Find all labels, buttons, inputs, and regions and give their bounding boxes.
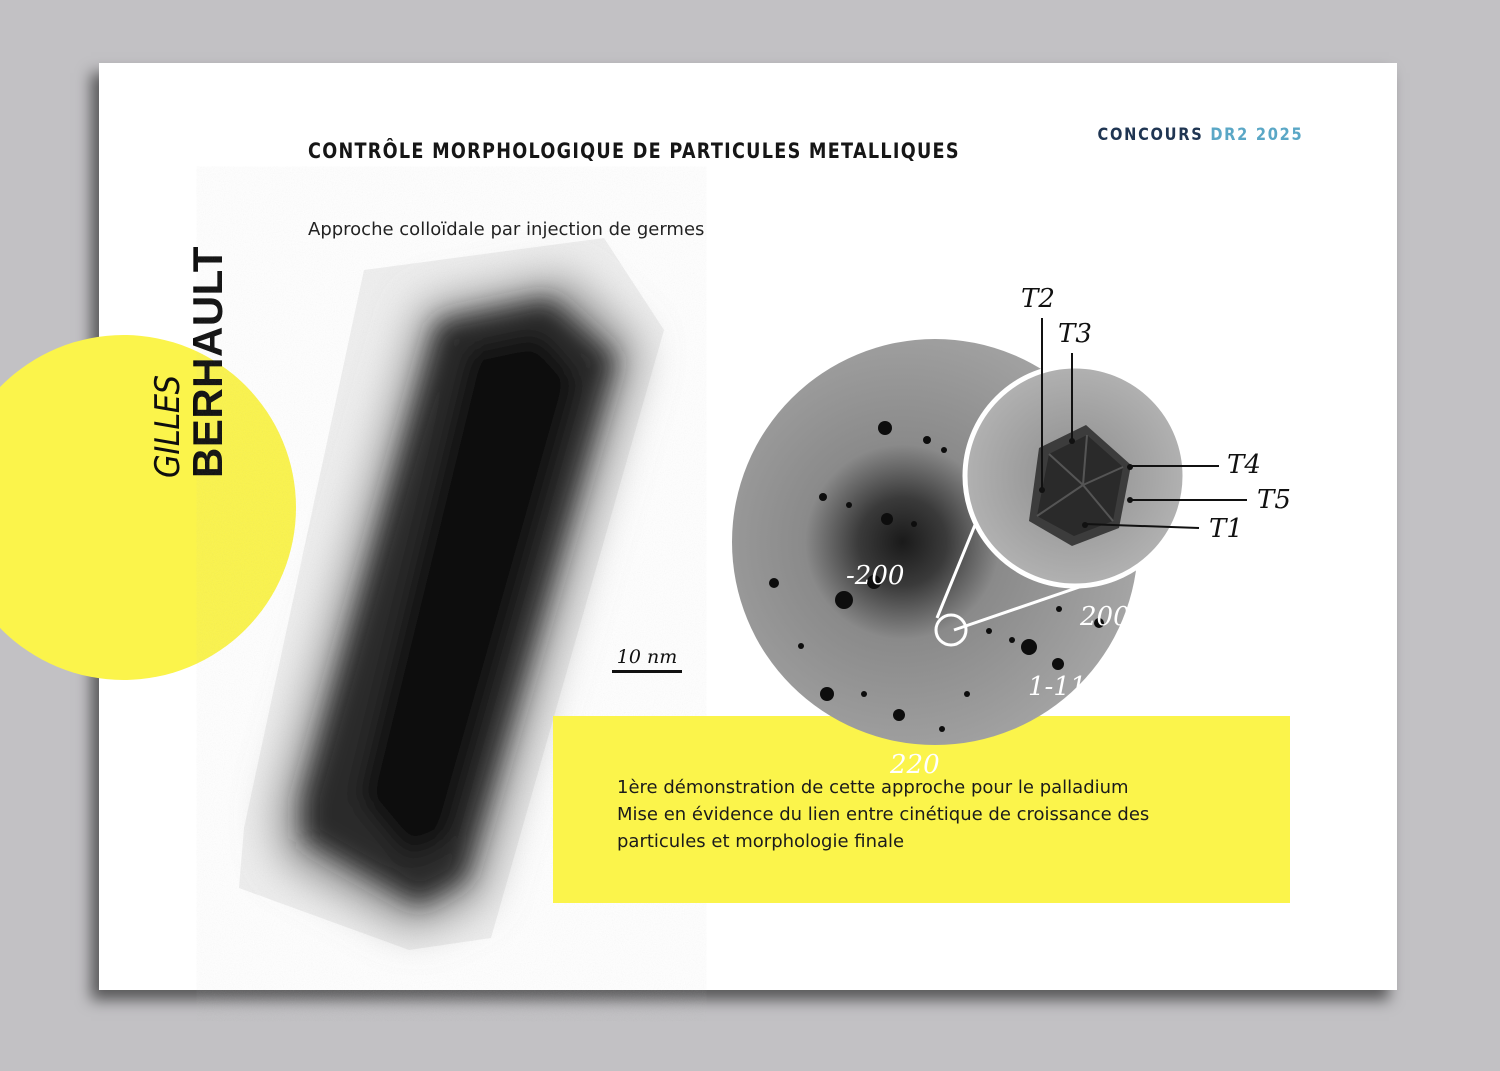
summary-text xyxy=(617,774,1149,855)
scale-bar xyxy=(612,646,682,673)
summary-line: 1ère démonstration de cette approche pour le palladium xyxy=(617,777,1129,798)
scale-label: 10 nm xyxy=(616,646,678,668)
twin-label-t1: T1 xyxy=(1209,514,1243,544)
concours-text: CONCOURS xyxy=(1097,125,1204,145)
summary-line: Mise en évidence du lien entre cinétique de croissance des xyxy=(617,804,1150,825)
twin-label-t3: T3 xyxy=(1058,319,1092,349)
twin-label-t4: T4 xyxy=(1227,450,1261,480)
author-last-name: BERHAULT xyxy=(184,246,231,478)
scale-line xyxy=(612,670,682,673)
diffraction-label-200: 200 xyxy=(1080,602,1130,632)
poster-card xyxy=(99,63,1397,990)
subtitle: Approche colloïdale par injection de germes xyxy=(308,219,705,240)
diffraction-label-1-11: 1-11 xyxy=(1028,672,1087,702)
concours-year: DR2 2025 xyxy=(1209,125,1303,145)
author-first-name: GILLES xyxy=(148,375,188,478)
diffraction-figure xyxy=(699,203,1319,780)
diffraction-label-220: 220 xyxy=(890,750,940,780)
twin-label-t2: T2 xyxy=(1021,284,1055,314)
concours-label xyxy=(1097,125,1303,145)
twin-label-t5: T5 xyxy=(1257,485,1291,515)
page-title: CONTRÔLE MORPHOLOGIQUE DE PARTICULES METALLIQUES xyxy=(308,139,960,163)
diffraction-label-minus200: -200 xyxy=(846,561,905,591)
summary-line: particules et morphologie finale xyxy=(617,831,905,852)
